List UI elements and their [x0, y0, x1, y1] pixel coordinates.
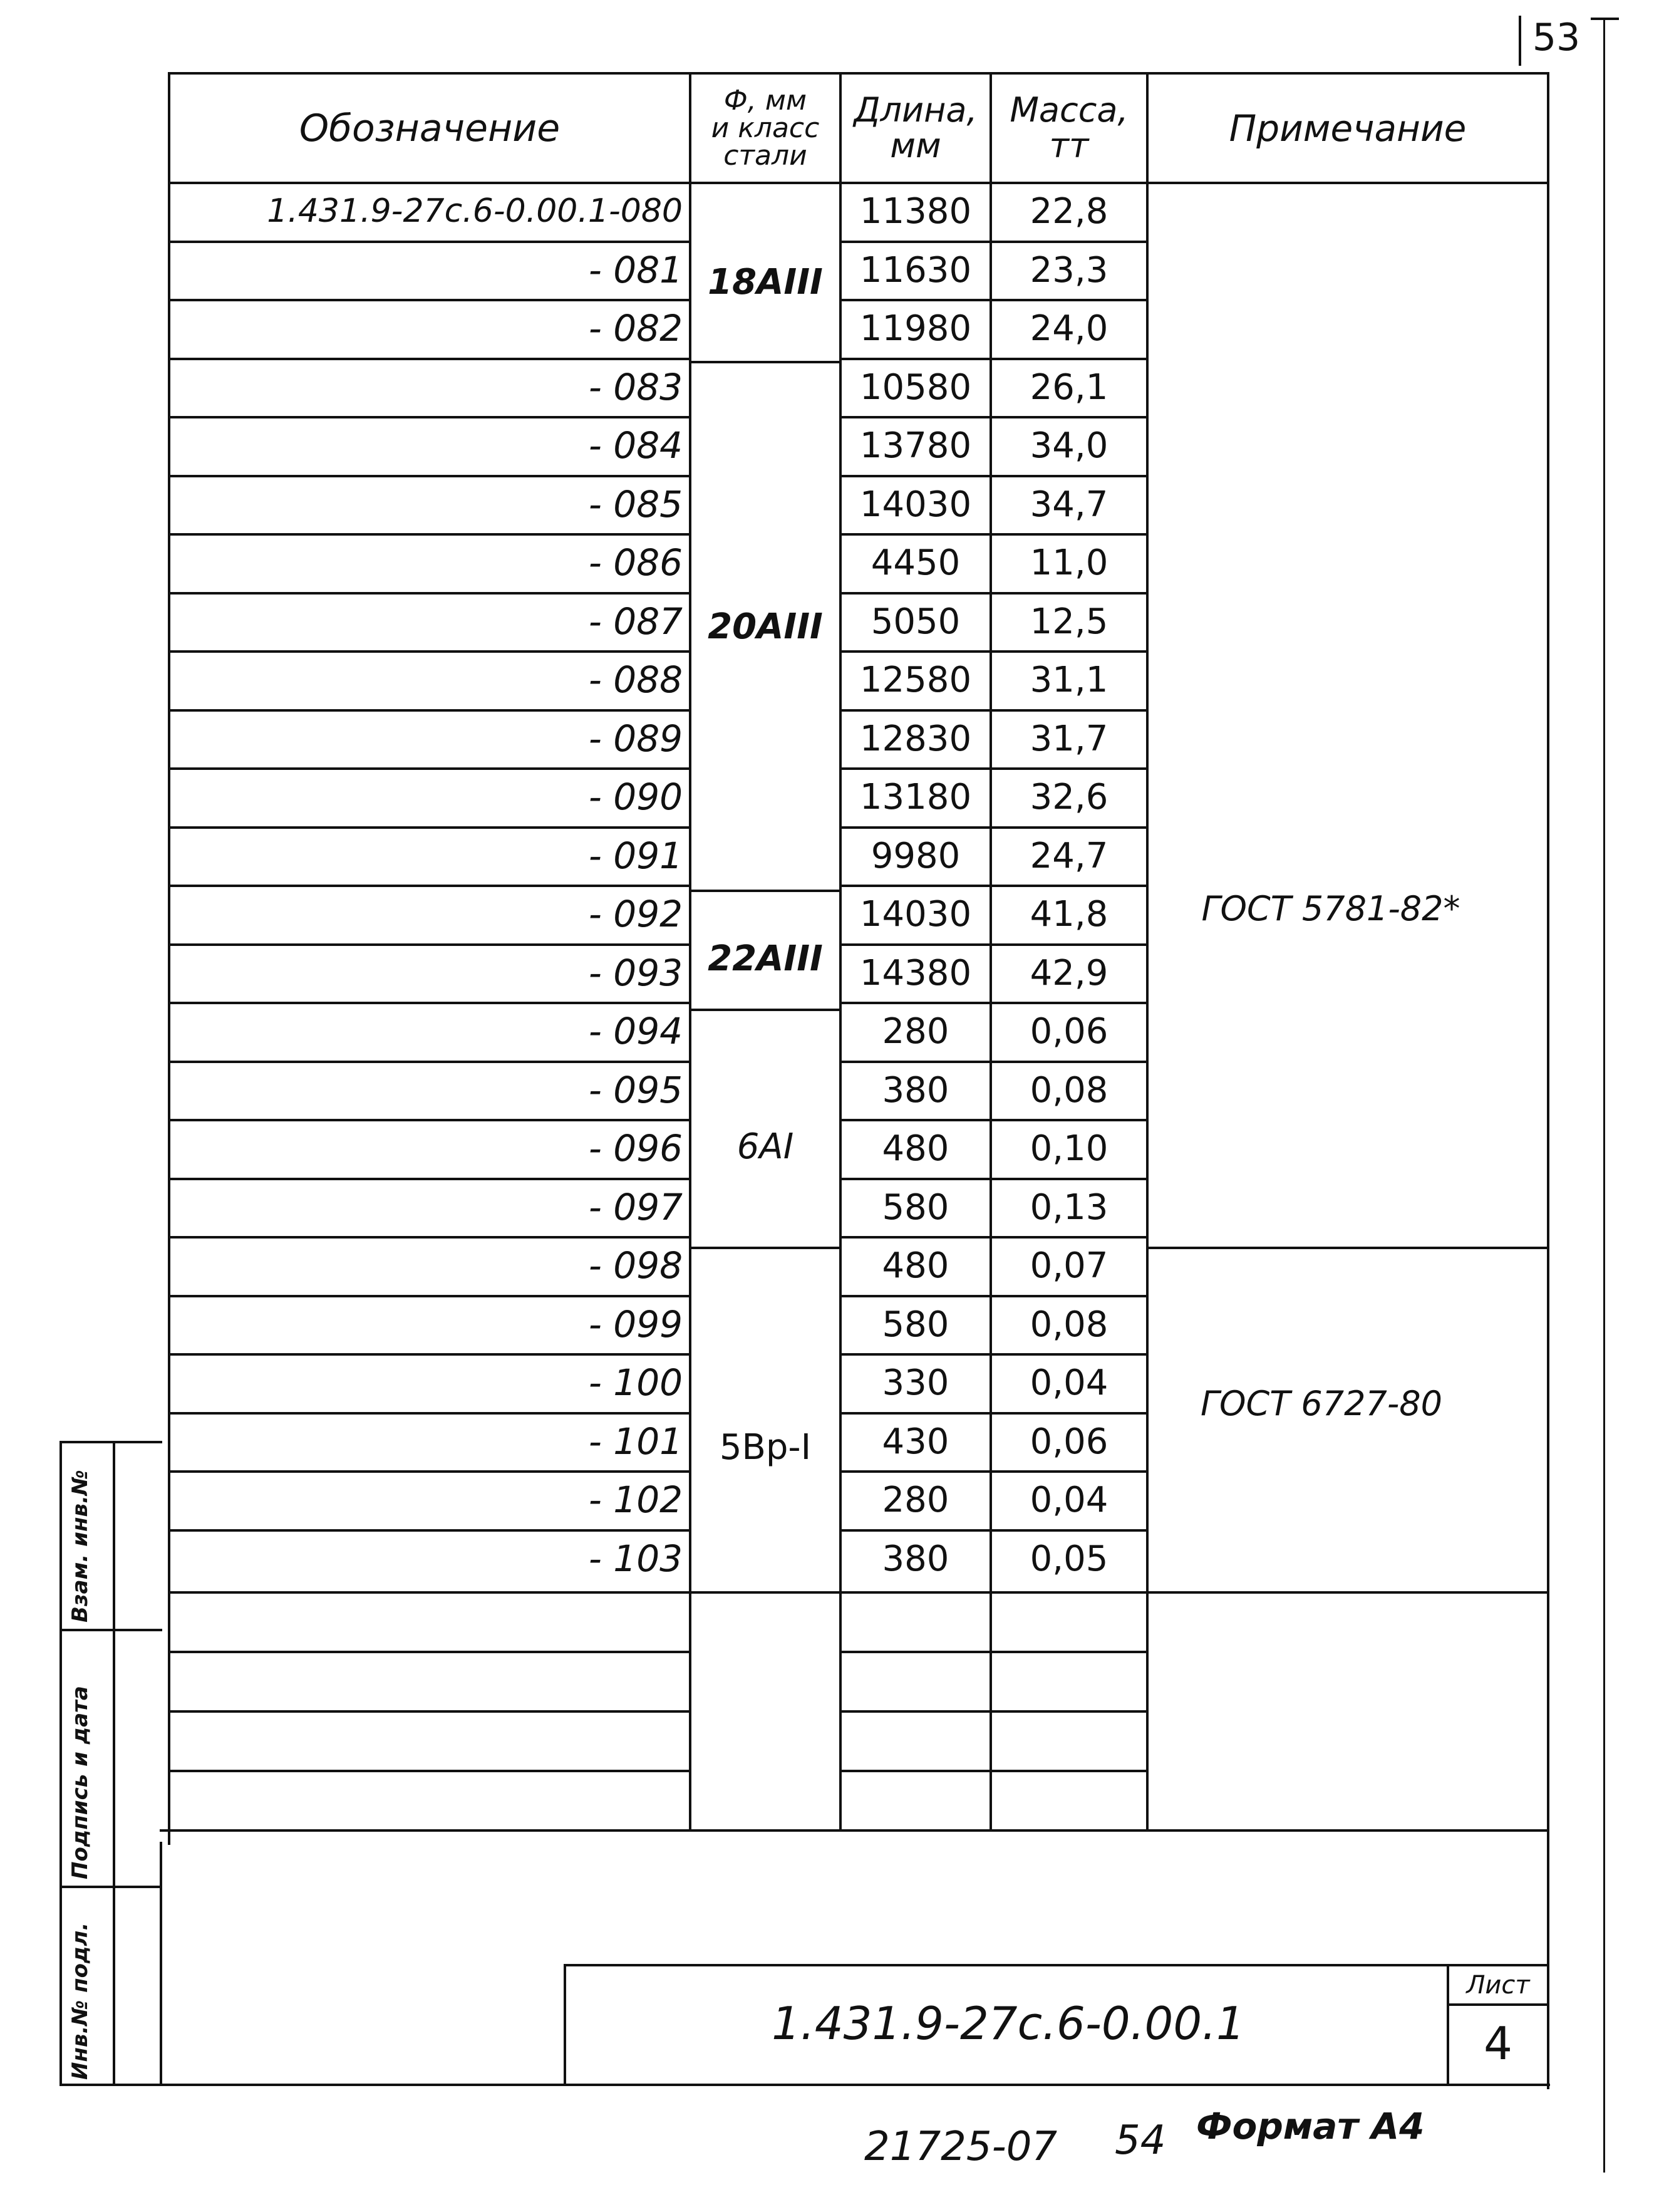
row-length: 580	[882, 1186, 949, 1228]
stamp-line	[59, 1441, 162, 1443]
side-label-inv-no-orig: Инв.№ подл.	[68, 1922, 93, 2080]
row-mass: 0,13	[1030, 1186, 1108, 1228]
header-diameter-line3: стали	[723, 140, 807, 172]
row-mass: 23,3	[1030, 249, 1108, 291]
row-mass: 34,7	[1030, 484, 1108, 525]
title-block-top	[564, 1964, 1549, 1966]
row-designation: - 100	[588, 1361, 683, 1404]
row-designation: - 102	[588, 1478, 683, 1521]
row-length: 10580	[859, 366, 972, 408]
row-designation: - 094	[588, 1010, 683, 1052]
steel-group-label: 5Вр-I	[719, 1426, 812, 1468]
row-designation: - 090	[588, 776, 683, 818]
row-mass: 32,6	[1030, 776, 1108, 818]
note-gost-6727: ГОСТ 6727-80	[1200, 1383, 1443, 1423]
table-left-border	[168, 72, 170, 1845]
row-designation: - 084	[588, 424, 683, 467]
stamp-line	[59, 1629, 162, 1631]
row-mass: 24,0	[1030, 308, 1108, 349]
row-mass: 0,06	[1030, 1010, 1108, 1052]
row-designation: - 097	[588, 1186, 683, 1228]
row-length: 480	[882, 1245, 949, 1286]
stamp-mid-border	[113, 1441, 115, 2086]
row-length: 4450	[871, 542, 961, 583]
empty-row-line	[168, 1710, 689, 1713]
right-margin-line	[1603, 18, 1605, 2173]
row-length: 11980	[859, 308, 972, 349]
col-divider-mass	[1146, 72, 1149, 1829]
row-designation: - 082	[588, 307, 683, 350]
row-mass: 0,10	[1030, 1128, 1108, 1169]
row-length: 11630	[859, 249, 972, 291]
row-designation: - 088	[588, 658, 683, 701]
header-mass	[992, 76, 1146, 180]
row-designation: - 089	[588, 717, 683, 760]
table-top-border	[168, 72, 1549, 75]
row-mass: 0,06	[1030, 1421, 1108, 1462]
steel-group-label: 6АI	[736, 1126, 794, 1167]
row-designation: - 086	[588, 541, 683, 584]
row-mass: 0,07	[1030, 1245, 1108, 1286]
stamp-line	[59, 1886, 162, 1888]
row-length: 14380	[859, 952, 972, 994]
empty-row-line	[168, 1770, 689, 1772]
row-designation: - 099	[588, 1303, 683, 1346]
row-designation: - 092	[588, 893, 683, 935]
steel-group-separator	[689, 1247, 842, 1249]
steel-group-label: 20АIII	[708, 606, 823, 647]
row-mass: 31,7	[1030, 718, 1108, 759]
stamp-left-border	[59, 1441, 62, 2086]
row-designation: - 101	[588, 1420, 683, 1463]
row-length: 13180	[859, 776, 972, 818]
row-designation: 1.431.9-27с.6-0.00.1-080	[267, 192, 683, 230]
header-length	[842, 76, 990, 180]
document-code: 1.431.9-27с.6-0.00.1	[772, 1997, 1245, 2050]
row-length: 12580	[859, 659, 972, 700]
header-mass-line2: тт	[1049, 126, 1089, 165]
row-length: 11380	[859, 190, 972, 232]
row-mass: 11,0	[1030, 542, 1108, 583]
footer-format-label: Формат А4	[1196, 2105, 1425, 2147]
row-designation: - 096	[588, 1127, 683, 1170]
row-length: 280	[882, 1010, 949, 1052]
empty-row-line	[839, 1710, 1149, 1713]
header-mass-line1: Масса,	[1010, 90, 1129, 130]
note-gost-5781: ГОСТ 5781-82*	[1201, 888, 1460, 928]
row-mass: 0,04	[1030, 1362, 1108, 1403]
steel-group-separator	[689, 1009, 842, 1011]
header-note: Примечание	[1229, 107, 1467, 150]
header-length-line1: Длина,	[854, 90, 978, 130]
row-length: 380	[882, 1538, 949, 1579]
steel-group-label: 22АIII	[708, 938, 823, 979]
row-mass: 24,7	[1030, 835, 1108, 876]
footer-page-ref: 54	[1115, 2117, 1166, 2164]
row-length: 12830	[859, 718, 972, 759]
sheet-number: 4	[1484, 2017, 1512, 2070]
note-group-separator	[1146, 1247, 1549, 1249]
row-mass: 34,0	[1030, 425, 1108, 466]
row-mass: 42,9	[1030, 952, 1108, 994]
row-designation: - 083	[588, 366, 683, 408]
row-mass: 0,08	[1030, 1304, 1108, 1345]
sheet-label: Лист	[1466, 1971, 1530, 2000]
empty-row-line	[168, 1591, 1149, 1594]
row-mass: 31,1	[1030, 659, 1108, 700]
steel-group-label: 18АIII	[708, 261, 823, 303]
row-length: 480	[882, 1128, 949, 1169]
header-length-line2: мм	[890, 126, 941, 165]
note-group-separator	[1146, 1591, 1549, 1594]
row-designation: - 081	[588, 249, 683, 291]
row-length: 5050	[871, 601, 961, 642]
row-designation: - 087	[588, 600, 683, 643]
header-diameter	[691, 76, 839, 180]
header-designation: Обозначение	[299, 106, 561, 150]
row-length: 380	[882, 1069, 949, 1111]
side-label-replaced-inv: Взам. инв.№	[68, 1470, 93, 1623]
row-designation: - 085	[588, 483, 683, 526]
row-designation: - 093	[588, 952, 683, 994]
empty-row-line	[839, 1770, 1149, 1772]
row-mass: 0,08	[1030, 1069, 1108, 1111]
row-designation: - 091	[588, 834, 683, 877]
row-length: 13780	[859, 425, 972, 466]
title-block-left	[564, 1964, 566, 2086]
row-length: 9980	[871, 835, 961, 876]
row-length: 14030	[859, 893, 972, 935]
header-diameter-line2: и класс	[711, 112, 820, 144]
row-mass: 41,8	[1030, 893, 1108, 935]
side-label-signature-date: Подпись и дата	[68, 1686, 93, 1879]
page-number-divider	[1519, 16, 1521, 66]
row-designation: - 103	[588, 1537, 683, 1580]
row-length: 14030	[859, 484, 972, 525]
table-bottom-border	[160, 1829, 1549, 1832]
table-left-border-lower	[160, 1842, 162, 2086]
frame-bottom-border	[59, 2084, 1550, 2086]
steel-group-separator	[689, 890, 842, 892]
row-mass: 26,1	[1030, 366, 1108, 408]
steel-group-separator	[689, 361, 842, 363]
row-length: 430	[882, 1421, 949, 1462]
empty-row-line	[168, 1651, 689, 1653]
row-designation: - 095	[588, 1069, 683, 1111]
row-mass: 0,05	[1030, 1538, 1108, 1579]
row-length: 330	[882, 1362, 949, 1403]
row-mass: 0,04	[1030, 1479, 1108, 1520]
table-right-border	[1547, 72, 1549, 2089]
footer-order-number: 21725-07	[864, 2124, 1058, 2170]
row-length: 280	[882, 1479, 949, 1520]
row-length: 580	[882, 1304, 949, 1345]
row-mass: 22,8	[1030, 190, 1108, 232]
row-mass: 12,5	[1030, 601, 1108, 642]
row-designation: - 098	[588, 1244, 683, 1287]
page-number: 53	[1532, 16, 1581, 60]
empty-row-line	[839, 1651, 1149, 1653]
header-diameter-line1: Ф, мм	[723, 85, 807, 117]
